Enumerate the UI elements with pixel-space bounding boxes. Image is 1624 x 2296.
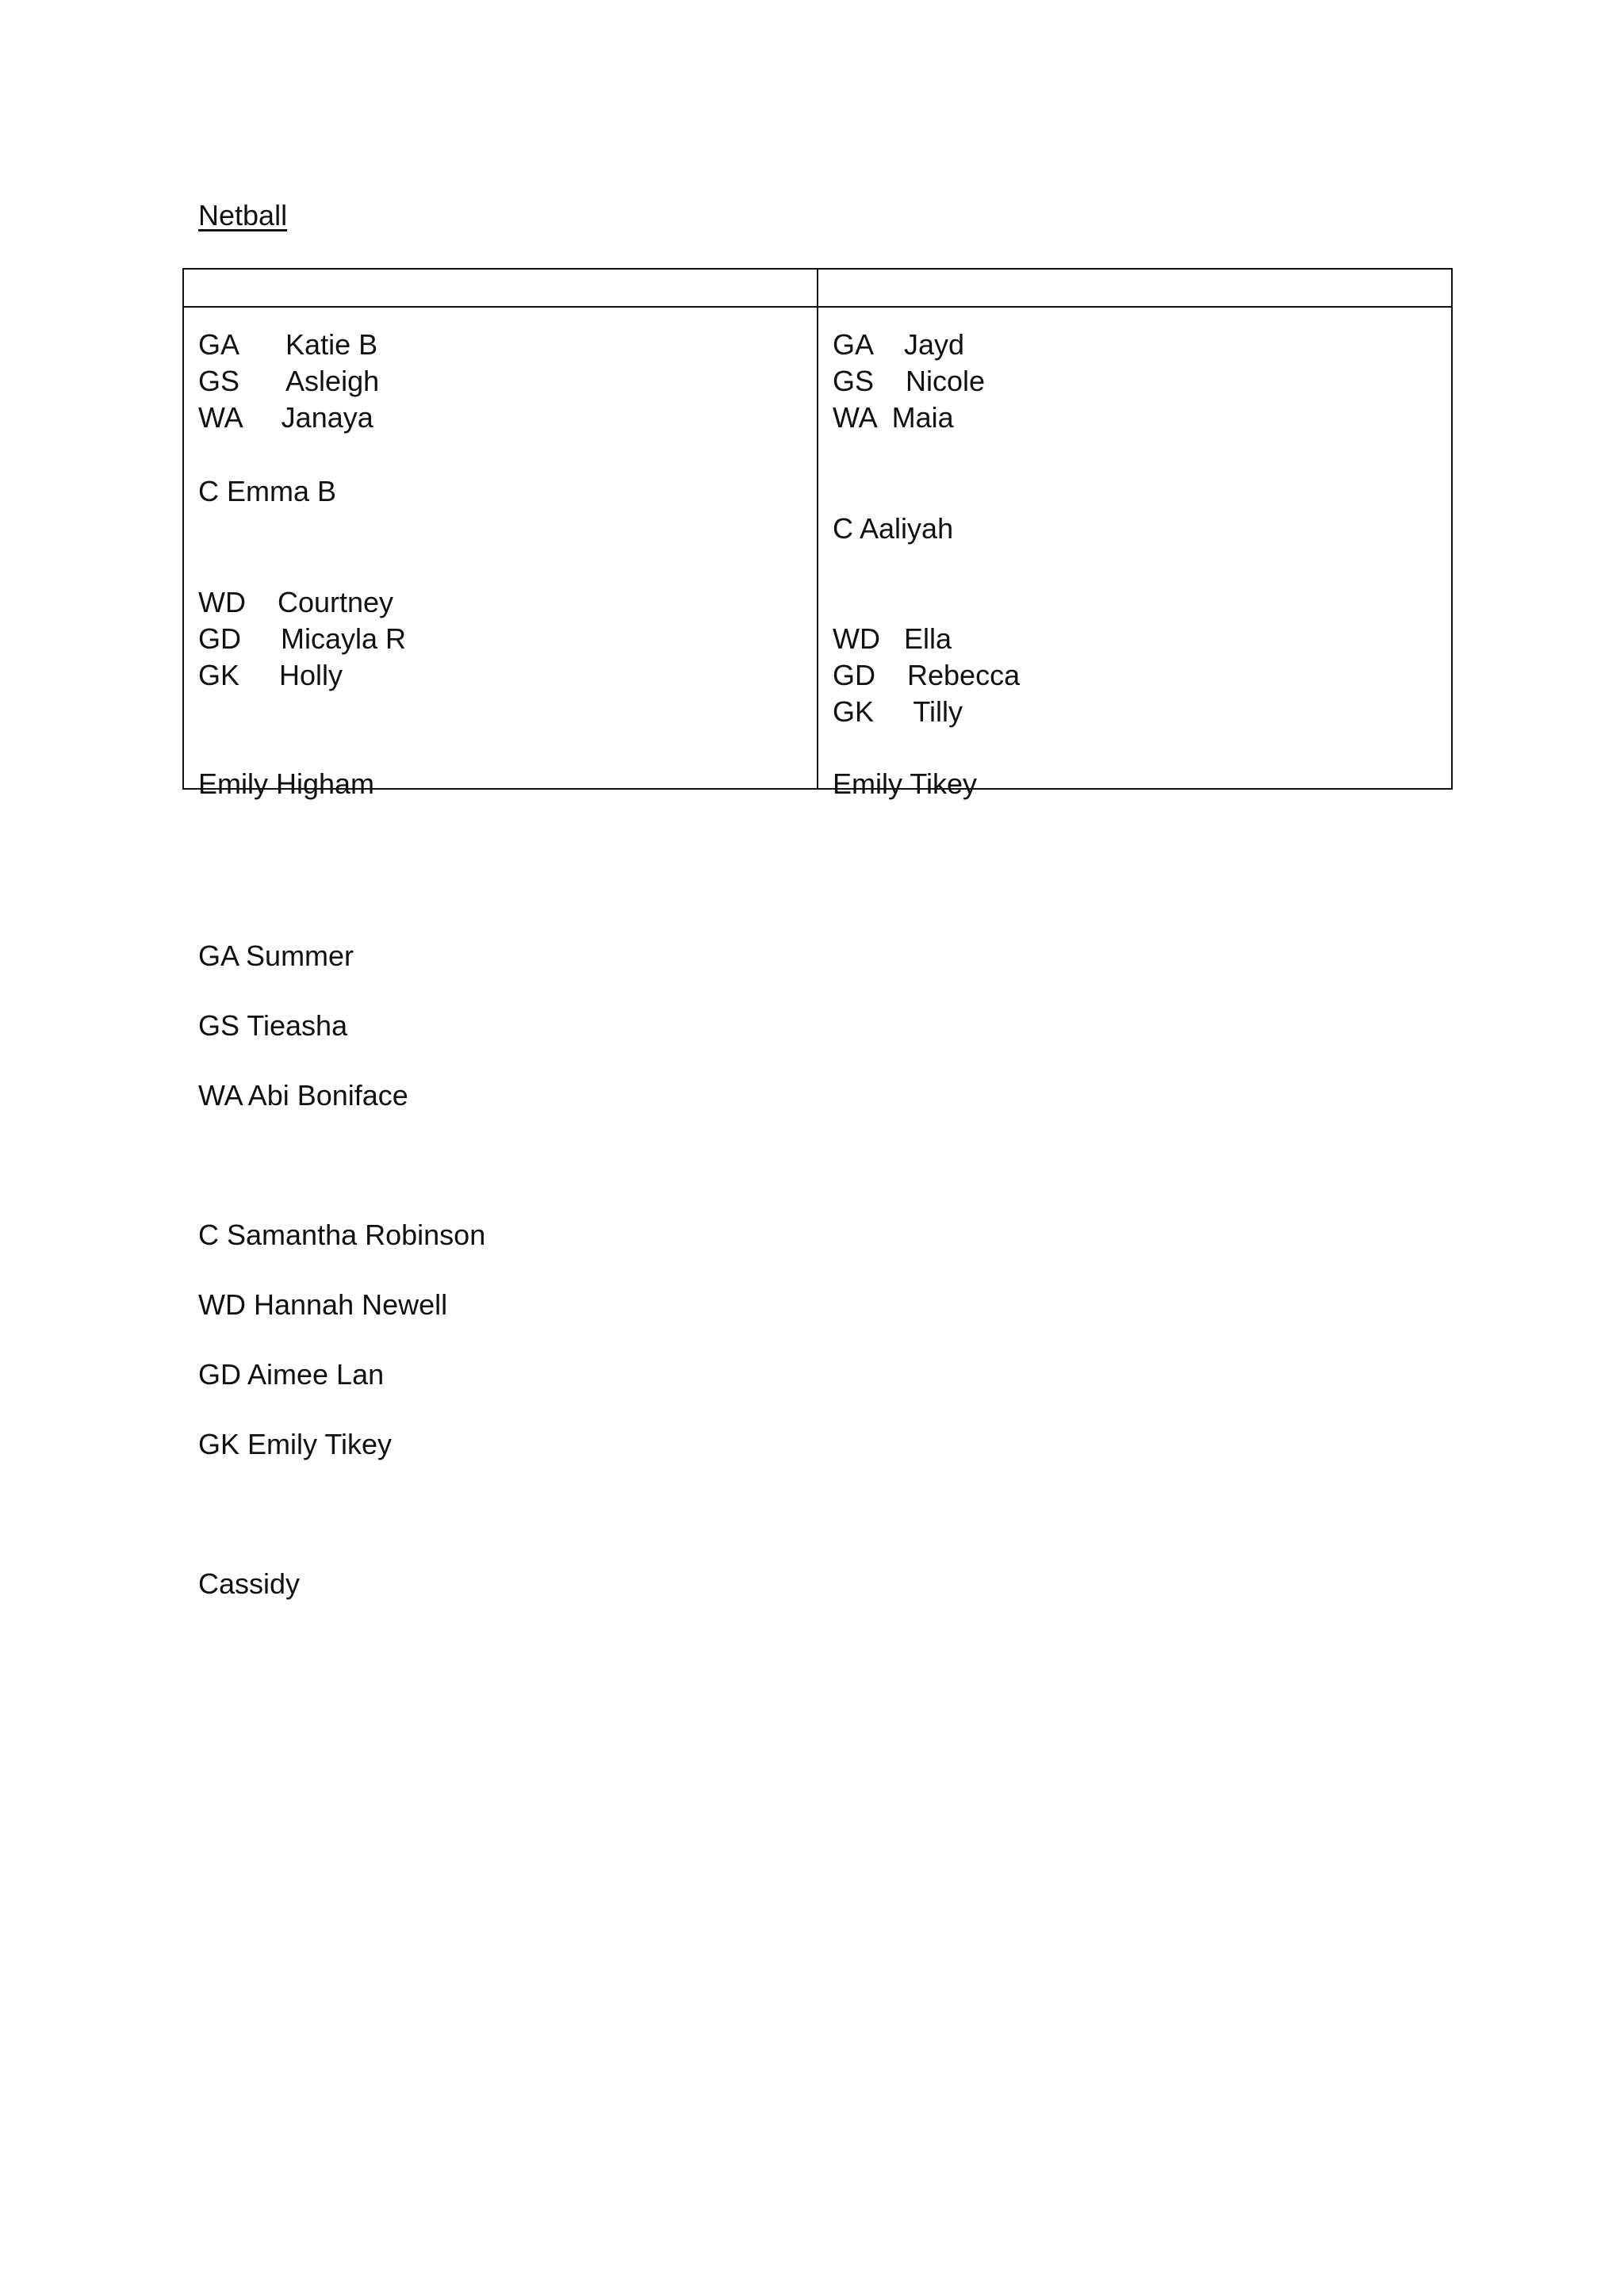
- document-title: Netball: [198, 199, 288, 232]
- team-left-footer: Emily Higham: [198, 767, 375, 800]
- list-item: GK Emily Tikey: [198, 1428, 393, 1460]
- team-right-position-wa: WA Maia: [833, 401, 954, 434]
- team-right-position-gs: GS Nicole: [833, 365, 986, 397]
- list-item: WD Hannah Newell: [198, 1288, 448, 1321]
- team-cell-left: [183, 307, 818, 800]
- list-item: WA Abi Boniface: [198, 1079, 408, 1112]
- team-left-position-wa: WA Janaya: [198, 401, 373, 434]
- table-row: [183, 307, 1452, 789]
- team-right-footer: Emily Tikey: [833, 767, 978, 800]
- team-right-position-c: C Aaliyah: [833, 512, 954, 545]
- team-cell-right: [818, 307, 1452, 800]
- list-item: C Samantha Robinson: [198, 1219, 486, 1251]
- team-left-position-gk: GK Holly: [198, 659, 343, 691]
- team-right-position-ga: GA Jayd: [833, 328, 965, 361]
- team-left-position-gs: GS Asleigh: [198, 365, 380, 397]
- list-item: GS Tieasha: [198, 1009, 348, 1042]
- team-left-position-c: C Emma B: [198, 475, 337, 507]
- table-header-cell-left: [183, 269, 818, 307]
- team-left-position-ga: GA Katie B: [198, 328, 378, 361]
- teams-table: [182, 268, 1453, 800]
- table-header-row: [183, 269, 1452, 307]
- team-left-position-wd: WD Courtney: [198, 586, 394, 618]
- team-right-position-gd: GD Rebecca: [833, 659, 1021, 691]
- team-left-position-gd: GD Micayla R: [198, 622, 407, 655]
- table-header-cell-right: [818, 269, 1452, 307]
- list-item: GD Aimee Lan: [198, 1358, 385, 1391]
- list-item: Cassidy: [198, 1567, 301, 1600]
- list-item: GA Summer: [198, 939, 354, 972]
- team-right-position-gk: GK Tilly: [833, 695, 963, 728]
- team-right-position-wd: WD Ella: [833, 622, 952, 655]
